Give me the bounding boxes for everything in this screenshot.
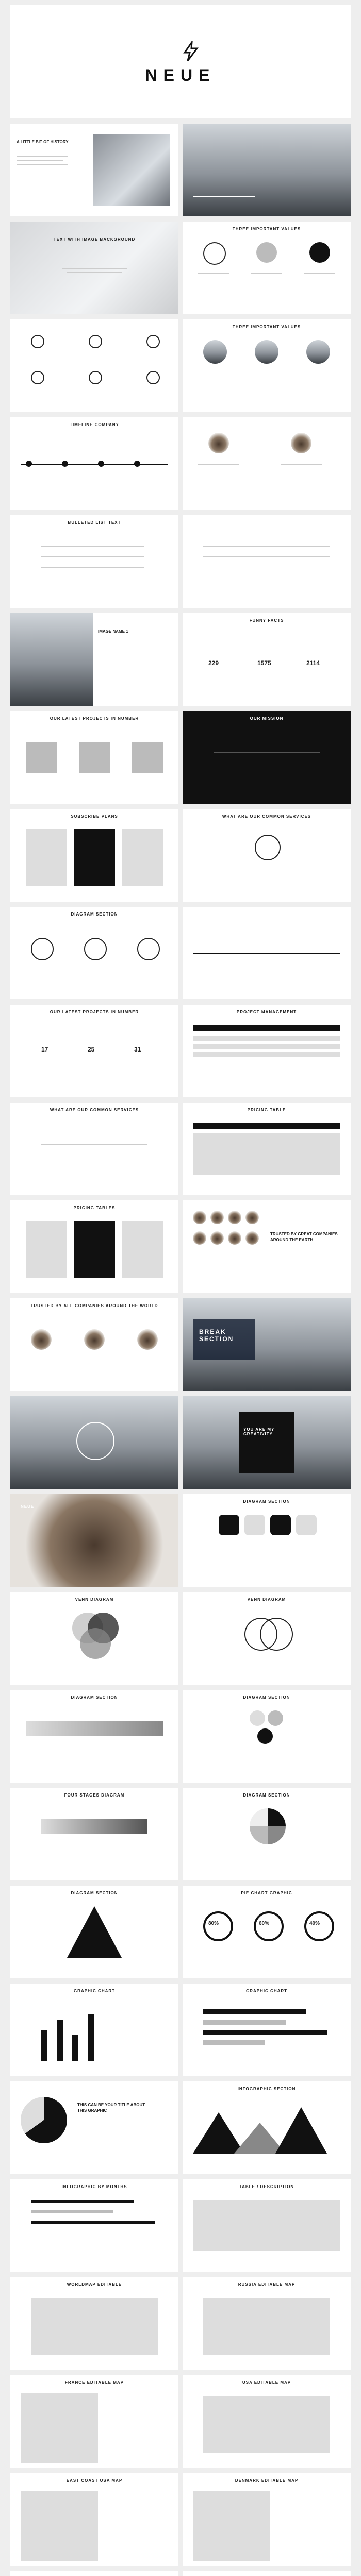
slide-mission <box>183 711 351 804</box>
slide-title: DIAGRAM SECTION <box>71 912 118 917</box>
slide-latest-projects-b: OUR LATEST PROJECTS IN NUMBER 17 25 31 <box>10 1005 178 1097</box>
east-coast-map <box>21 2491 98 2561</box>
slide-swot <box>183 1494 351 1587</box>
fact-number: 229 <box>208 659 219 667</box>
slide-pyramid <box>10 1886 178 1978</box>
slide-title: WORLDMAP EDITABLE <box>67 2282 122 2287</box>
slide-diagram-d <box>183 1788 351 1880</box>
slide-russia <box>183 2277 351 2370</box>
pie-label: 80% <box>208 1921 219 1926</box>
slide-quote <box>10 1396 178 1489</box>
slide-venn-a <box>10 1592 178 1685</box>
slide-title: DIAGRAM SECTION <box>71 1891 118 1895</box>
cover-slide <box>10 5 351 118</box>
slide-title-about <box>10 2081 178 2174</box>
slide-funny-facts <box>183 613 351 706</box>
slide-photo-road <box>183 124 351 216</box>
slide-usa <box>183 2375 351 2468</box>
slide-title: TIMELINE COMPANY <box>70 422 119 427</box>
slide-graphic-chart-b <box>183 1984 351 2076</box>
slide-infographic <box>183 2081 351 2174</box>
russia-map <box>203 2298 330 2355</box>
history-photo <box>93 134 170 206</box>
slide-title: EAST COAST USA MAP <box>66 2478 123 2483</box>
slide-icons-grid <box>10 319 178 412</box>
slide-common-services-a <box>183 809 351 902</box>
slide-graphic-chart-a <box>10 1984 178 2076</box>
slide-title: GRAPHIC CHART <box>73 1989 116 1993</box>
fact-number: 1575 <box>257 659 271 667</box>
slide-title: OUR LATEST PROJECTS IN NUMBER <box>50 1010 139 1014</box>
slide-trusted-panel <box>183 1200 351 1293</box>
slide-france <box>10 2375 178 2468</box>
slide-netherlands <box>10 2571 178 2576</box>
slide-trusted <box>10 1298 178 1391</box>
france-map <box>21 2393 98 2463</box>
slide-title: VENN DIAGRAM <box>75 1597 114 1602</box>
slide-title: USA EDITABLE MAP <box>242 2380 291 2385</box>
pyramid-diagram <box>67 1906 122 1958</box>
slide-pricing-tables <box>10 1200 178 1293</box>
slide-title: PIE CHART GRAPHIC <box>241 1891 292 1895</box>
slide-common-services-b <box>10 1103 178 1195</box>
slide-image-name <box>10 613 178 706</box>
slide-timeline-b <box>183 907 351 999</box>
slide-title: RUSSIA EDITABLE MAP <box>238 2282 296 2287</box>
slide-coffee <box>10 1494 178 1587</box>
trusted-panel-title: TRUSTED BY GREAT COMPANIES AROUND THE EARTH <box>270 1232 338 1242</box>
slide-title: FOUR STAGES DIAGRAM <box>64 1793 125 1798</box>
slide-title: DIAGRAM SECTION <box>243 1793 290 1798</box>
slide-history <box>10 124 178 216</box>
slide-three-values-b <box>183 319 351 412</box>
slide-title: THREE IMPORTANT VALUES <box>232 325 301 329</box>
slide-title: PRICING TABLES <box>73 1206 116 1210</box>
slide-team <box>183 417 351 510</box>
slide-title: TRUSTED BY ALL COMPANIES AROUND THE WORLD <box>30 1303 158 1308</box>
fact-number: 2114 <box>306 659 320 667</box>
slide-pricing-table <box>183 1103 351 1195</box>
slide-title: VENN DIAGRAM <box>247 1597 286 1602</box>
slide-title: DENMARK EDITABLE MAP <box>235 2478 299 2483</box>
slide-quote-box <box>183 1396 351 1489</box>
break-title: BREAK SECTION <box>199 1328 234 1343</box>
slide-germany <box>183 2571 351 2576</box>
slide-subscribe <box>10 809 178 902</box>
slide-title: DIAGRAM SECTION <box>71 1695 118 1700</box>
slide-title: TEXT WITH IMAGE BACKGROUND <box>53 237 136 242</box>
brand-title: NEUE <box>145 66 216 84</box>
slide-blank-text <box>183 515 351 608</box>
slide-title: TABLE / DESCRIPTION <box>239 2184 294 2189</box>
slide-title: DIAGRAM SECTION <box>243 1695 290 1700</box>
bolt-icon <box>180 41 201 62</box>
slide-denmark <box>183 2473 351 2566</box>
slide-title: INFOGRAPHIC BY MONTHS <box>61 2184 127 2189</box>
slide-project-management <box>183 1005 351 1097</box>
denmark-map <box>193 2491 270 2561</box>
slide-title: INFOGRAPHIC SECTION <box>237 2087 296 2091</box>
pie-label: 40% <box>309 1921 320 1926</box>
slide-four-stages <box>10 1788 178 1880</box>
title-about: THIS CAN BE YOUR TITLE ABOUT THIS GRAPHIC <box>77 2103 145 2113</box>
slide-title: THREE IMPORTANT VALUES <box>232 227 301 231</box>
slide-infographic-months <box>10 2179 178 2272</box>
slide-title: BULLETED LIST TEXT <box>68 520 121 525</box>
slide-title: GRAPHIC CHART <box>245 1989 288 1993</box>
slide-break <box>183 1298 351 1391</box>
slide-timeline <box>10 417 178 510</box>
road-photo <box>183 124 351 216</box>
slide-latest-projects-a <box>10 711 178 804</box>
quote-box-title: YOU ARE MY CREATIVITY <box>243 1427 275 1436</box>
mountain-chart <box>193 2102 340 2154</box>
slide-pie-chart-graphic <box>183 1886 351 1978</box>
slide-title: OUR MISSION <box>250 716 284 721</box>
slide-title: WHAT ARE OUR COMMON SERVICES <box>222 814 311 819</box>
slide-table-desc <box>183 2179 351 2272</box>
slide-east-coast <box>10 2473 178 2566</box>
slide-worldmap <box>10 2277 178 2370</box>
slide-title: FUNNY FACTS <box>249 618 284 623</box>
slide-title: A LITTLE BIT OF HISTORY <box>17 140 69 144</box>
slide-diagram-a <box>10 907 178 999</box>
slide-diagram-b <box>10 1690 178 1783</box>
world-map <box>31 2298 158 2355</box>
pie-label: 60% <box>259 1921 270 1926</box>
slide-text-image <box>10 222 178 314</box>
slide-title: PRICING TABLE <box>247 1108 286 1112</box>
slide-title: WHAT ARE OUR COMMON SERVICES <box>50 1108 139 1112</box>
slide-title: IMAGE NAME 1 <box>98 629 128 634</box>
slide-title: DIAGRAM SECTION <box>243 1499 290 1504</box>
slide-venn-b <box>183 1592 351 1685</box>
usa-map <box>203 2396 330 2453</box>
slide-title: FRANCE EDITABLE MAP <box>65 2380 124 2385</box>
slide-bulleted <box>10 515 178 608</box>
slide-diagram-c <box>183 1690 351 1783</box>
slide-title: OUR LATEST PROJECTS IN NUMBER <box>50 716 139 721</box>
slide-title: SUBSCRIBE PLANS <box>71 814 118 819</box>
slide-title: PROJECT MANAGEMENT <box>236 1010 297 1014</box>
slide-three-values-a <box>183 222 351 314</box>
brand-logo: NEUE <box>21 1504 35 1509</box>
